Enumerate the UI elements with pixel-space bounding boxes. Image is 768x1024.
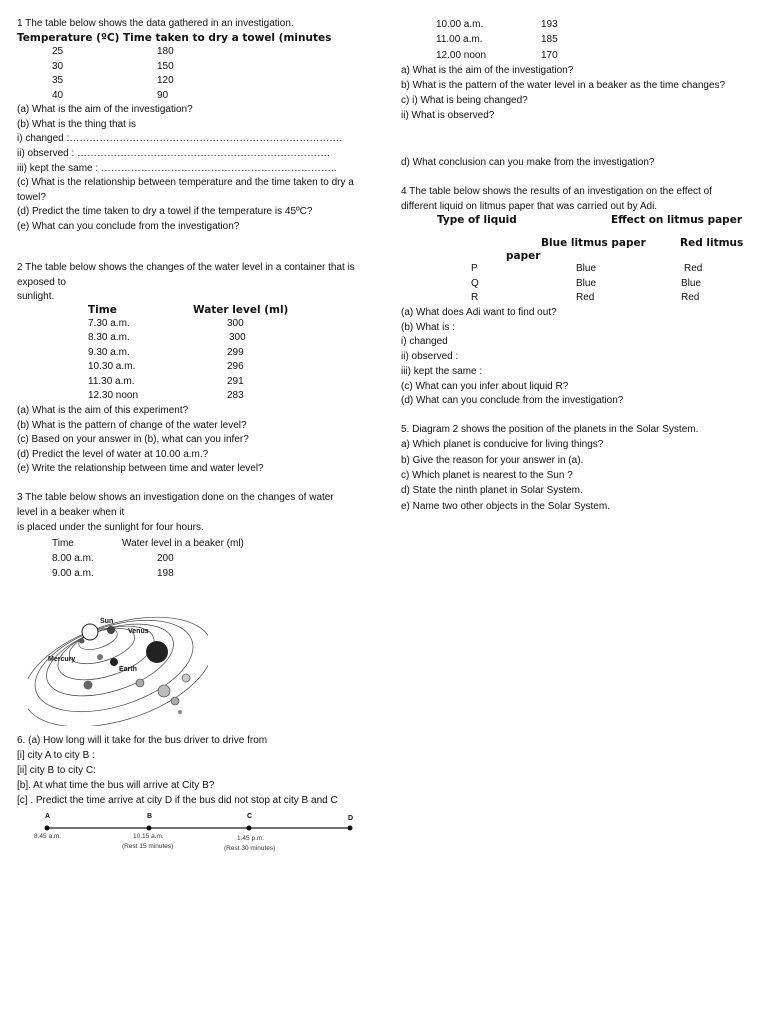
q3-intro-cont: level in a beaker when it: [17, 507, 125, 518]
table-cell: 11.00 a.m.: [436, 34, 483, 45]
table-cell: 150: [157, 61, 174, 72]
q4-question-c: (c) What can you infer about liquid R?: [401, 381, 569, 392]
city-d-label: D: [348, 815, 354, 822]
label-sun: Sun: [100, 618, 114, 625]
table-cell: 9.30 a.m.: [88, 347, 130, 358]
table-cell: 40: [52, 90, 64, 101]
big-planet-icon: [146, 641, 168, 663]
q4-header-blue: Blue litmus paper: [541, 237, 646, 249]
q5-question-b: b) Give the reason for your answer in (a).: [401, 455, 584, 466]
mars-planet-icon: [97, 654, 103, 660]
q5-question-d: d) State the ninth planet in Solar System.: [401, 485, 583, 496]
q3-intro: 3 The table below shows an investigation done on the changes of water: [17, 492, 334, 503]
q1-question-b-ii: ii) observed : ………………………………………………………………….: [17, 148, 330, 159]
city-a-point: [45, 826, 50, 831]
city-d-point: [348, 826, 353, 831]
table-cell: 296: [227, 361, 244, 372]
q1-question-b-iii: iii) kept the same : ……………………………………………………………..: [17, 163, 337, 174]
q2-question-a: (a) What is the aim of this experiment?: [17, 405, 189, 416]
q4-header-paper: paper: [506, 250, 541, 262]
city-c-time: 1.45 p.m.: [237, 835, 265, 842]
q5-question-a: a) Which planet is conducive for living things?: [401, 439, 604, 450]
table-cell: 25: [52, 46, 64, 57]
q3-question-c-i: c) i) What is being changed?: [401, 95, 528, 106]
q4-question-b-iii: iii) kept the same :: [401, 366, 483, 377]
q4-intro: 4 The table below shows the results of an investigation on the effect of: [401, 186, 712, 197]
label-earth: Earth: [119, 666, 137, 673]
q6-question-a-i: [i] city A to city B :: [17, 750, 95, 761]
q3-question-a: a) What is the aim of the investigation?: [401, 65, 574, 76]
q2-question-b: (b) What is the pattern of change of the water level?: [17, 420, 247, 431]
q4-header-red: Red litmus: [680, 237, 744, 249]
table-cell: 170: [541, 50, 558, 61]
q3-question-d: d) What conclusion can you make from the investigation?: [401, 157, 655, 168]
q6-question-a-ii: [ii] city B to city C:: [17, 765, 96, 776]
table-cell: Blue: [681, 278, 702, 289]
city-b-rest: (Rest 15 minutes): [122, 843, 174, 850]
table-cell: Blue: [576, 278, 597, 289]
q3-question-c-ii: ii) What is observed?: [401, 110, 495, 121]
q2-intro-cont2: sunlight.: [17, 291, 55, 302]
planet-icon: [84, 681, 93, 690]
label-mercury: Mercury: [48, 656, 76, 663]
q3-header-time: Time: [52, 538, 74, 549]
planet-icon: [171, 697, 179, 705]
q6-question-b: [b]. At what time the bus will arrive at City B?: [17, 780, 215, 791]
q1-question-a: (a) What is the aim of the investigation?: [17, 104, 193, 115]
q2-header-time: Time: [88, 304, 117, 316]
q5-question-e: e) Name two other objects in the Solar System.: [401, 501, 610, 512]
q2-question-d: (d) Predict the level of water at 10.00 a.m.?: [17, 449, 209, 460]
table-cell: Red: [684, 263, 703, 274]
table-cell: 10.30 a.m.: [88, 361, 136, 372]
table-cell: 90: [157, 90, 169, 101]
q1-header-time: Time taken to dry a towel (minutes: [123, 32, 332, 44]
table-cell: 30: [52, 61, 64, 72]
q1-question-d: (d) Predict the time taken to dry a towel if the temperature is 45ºC?: [17, 206, 313, 217]
city-b-point: [147, 826, 152, 831]
planet-icon: [136, 679, 144, 687]
q1-question-b: (b) What is the thing that is: [17, 119, 136, 130]
table-cell: Red: [576, 292, 595, 303]
q4-question-b: (b) What is :: [401, 322, 455, 333]
q3-intro-cont2: is placed under the sunlight for four hours.: [17, 522, 204, 533]
table-cell: 193: [541, 19, 558, 30]
table-cell: 300: [229, 332, 246, 343]
planet-icon: [158, 685, 170, 697]
table-cell: 299: [227, 347, 244, 358]
city-c-rest: (Rest 30 minutes): [224, 845, 276, 852]
q4-header-type: Type of liquid: [437, 214, 517, 226]
q6-question-c: [c] . Predict the time arrive at city D if the bus did not stop at city B and C: [17, 795, 338, 806]
table-cell: 198: [157, 568, 174, 579]
table-cell: 8.30 a.m.: [88, 332, 130, 343]
planet-icon: [182, 674, 190, 682]
orbit-lines: [28, 604, 208, 726]
table-cell: 7.30 a.m.: [88, 318, 130, 329]
city-b-time: 10.15 a.m.: [133, 833, 164, 840]
q6-question-a: 6. (a) How long will it take for the bus driver to drive from: [17, 735, 268, 746]
table-cell: 11.30 a.m.: [88, 376, 135, 387]
table-cell: 291: [227, 376, 244, 387]
table-cell: Blue: [576, 263, 597, 274]
earth-planet-icon: [110, 658, 118, 666]
q4-question-b-i: i) changed: [401, 336, 448, 347]
q3-header-level: Water level in a beaker (ml): [122, 538, 244, 549]
solar-system-diagram: [28, 604, 208, 726]
venus-planet-icon: [107, 626, 115, 634]
table-cell: 10.00 a.m.: [436, 19, 484, 30]
planet-icon: [178, 710, 182, 714]
q2-header-level: Water level (ml): [193, 304, 289, 316]
city-c-label: C: [247, 813, 253, 820]
table-cell: Red: [681, 292, 700, 303]
table-cell: 283: [227, 390, 244, 401]
city-c-point: [247, 826, 252, 831]
label-venus: Venus: [128, 628, 149, 635]
q1-question-b-i: i) changed :……………………………………………………………………….: [17, 133, 343, 144]
q2-question-e: (e) Write the relationship between time and water level?: [17, 463, 264, 474]
bus-route-diagram: [30, 816, 370, 846]
table-cell: 300: [227, 318, 244, 329]
q2-intro-cont: exposed to: [17, 277, 66, 288]
table-cell: 12.00 noon: [436, 50, 487, 61]
q1-question-c: (c) What is the relationship between temperature and the time taken to dry a: [17, 177, 354, 188]
q4-question-b-ii: ii) observed :: [401, 351, 459, 362]
table-cell: 12.30 noon: [88, 390, 139, 401]
q1-intro: 1 The table below shows the data gathered in an investigation.: [17, 18, 294, 29]
table-cell: 185: [541, 34, 558, 45]
table-cell: 120: [157, 75, 174, 86]
table-cell: P: [471, 263, 478, 274]
q1-header-temperature: Temperature (ºC): [17, 32, 120, 44]
table-cell: Q: [471, 278, 479, 289]
q1-question-c-cont: towel?: [17, 192, 46, 203]
q4-question-a: (a) What does Adi want to find out?: [401, 307, 557, 318]
q4-header-effect: Effect on litmus paper: [611, 214, 742, 226]
table-cell: 8.00 a.m.: [52, 553, 94, 564]
city-a-time: 8.45 a.m.: [34, 833, 62, 840]
table-cell: 180: [157, 46, 174, 57]
q4-intro-cont: different liquid on litmus paper that was carried out by Adi.: [401, 201, 658, 212]
q1-question-e: (e) What can you conclude from the investigation?: [17, 221, 240, 232]
table-cell: 35: [52, 75, 64, 86]
q2-question-c: (c) Based on your answer in (b), what can you infer?: [17, 434, 249, 445]
table-cell: 9.00 a.m.: [52, 568, 94, 579]
q3-question-b: b) What is the pattern of the water level in a beaker as the time changes?: [401, 80, 726, 91]
sun-icon: [82, 624, 98, 640]
q4-question-d: (d) What can you conclude from the investigation?: [401, 395, 624, 406]
q2-intro: 2 The table below shows the changes of the water level in a container that is: [17, 262, 355, 273]
q5-intro: 5. Diagram 2 shows the position of the planets in the Solar System.: [401, 424, 699, 435]
city-a-label: A: [45, 813, 51, 820]
q5-question-c: c) Which planet is nearest to the Sun ?: [401, 470, 573, 481]
city-b-label: B: [147, 813, 153, 820]
mercury-planet-icon: [80, 639, 85, 644]
table-cell: R: [471, 292, 479, 303]
table-cell: 200: [157, 553, 174, 564]
